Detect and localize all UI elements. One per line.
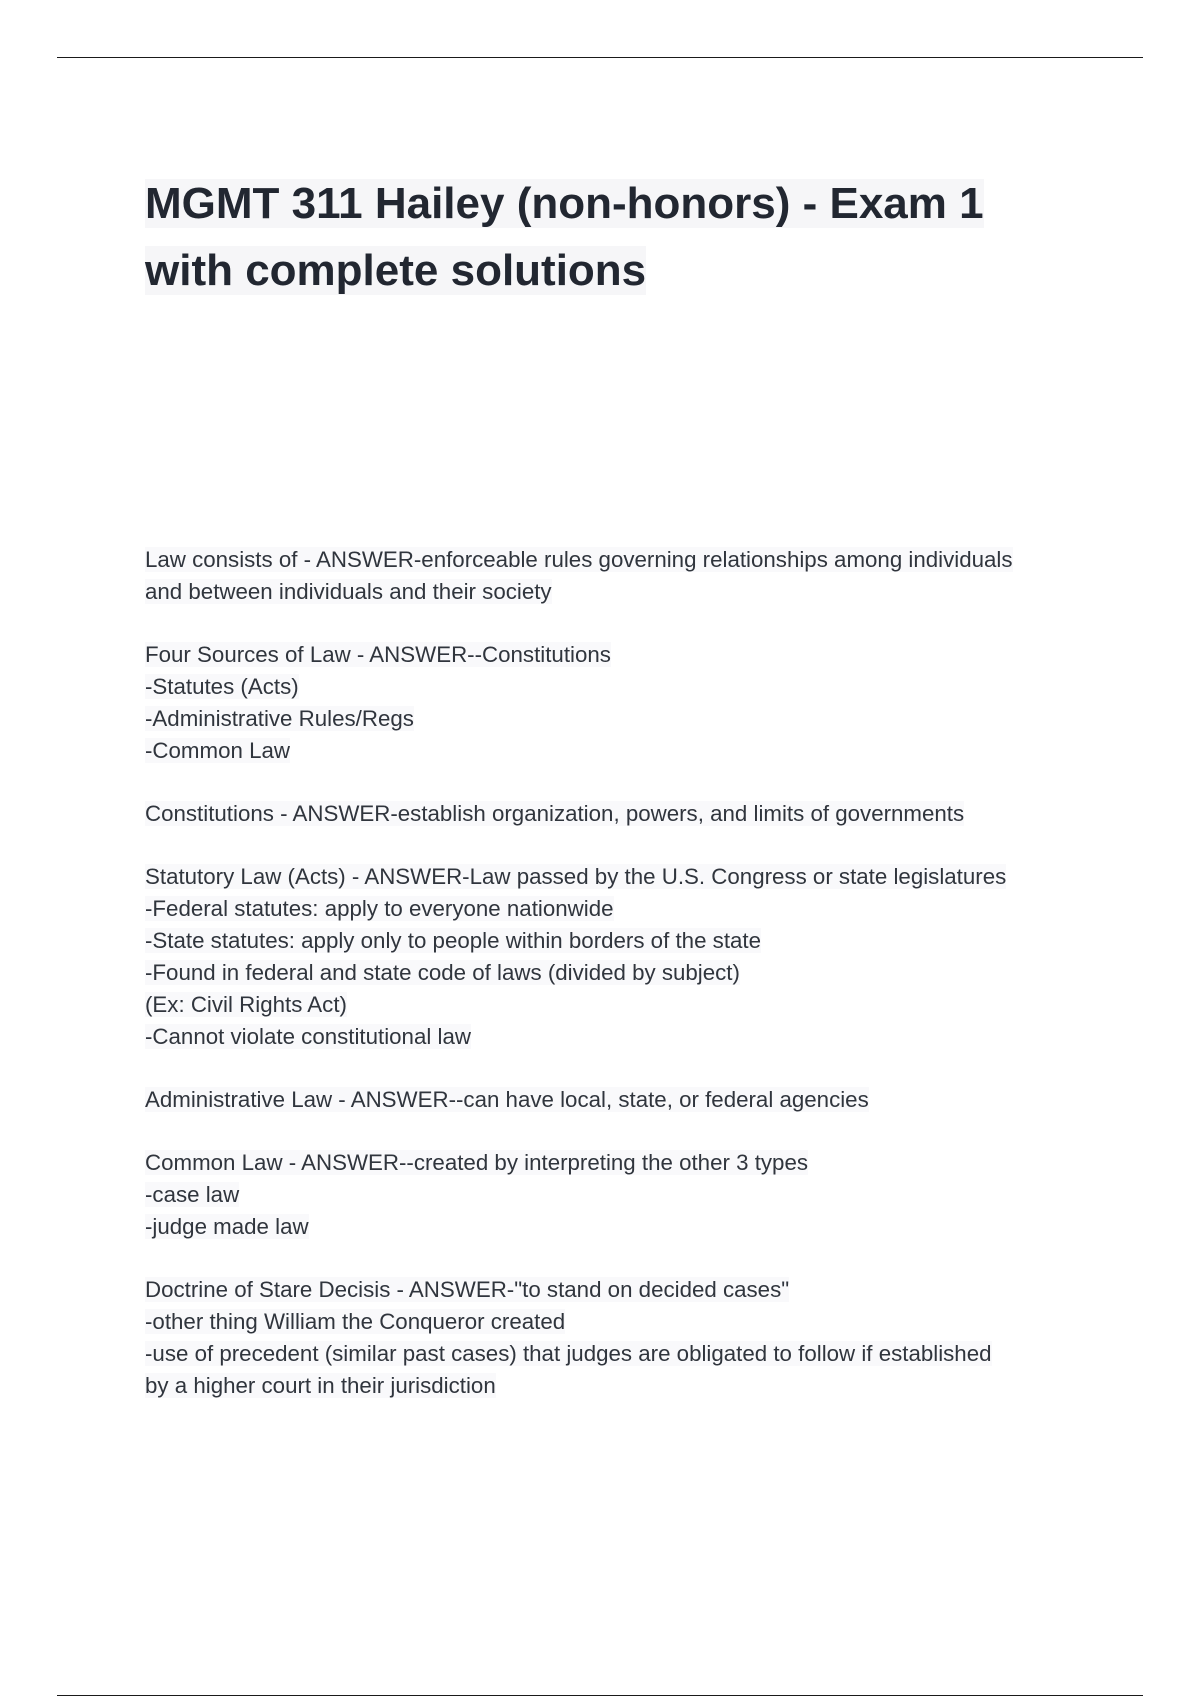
qa-line: -use of precedent (similar past cases) that judges are obligated to follow if established (145, 1341, 992, 1366)
document-title (145, 170, 1085, 304)
qa-entry-statutory-law (145, 861, 1105, 1053)
header-rule (57, 57, 1143, 58)
qa-line: -Statutes (Acts) (145, 674, 299, 699)
qa-entry-administrative-law (145, 1084, 1105, 1116)
qa-entry-common-law (145, 1147, 1105, 1243)
footer-rule (57, 1695, 1143, 1696)
qa-line: -Cannot violate constitutional law (145, 1024, 471, 1049)
qa-line: by a higher court in their jurisdiction (145, 1373, 496, 1398)
qa-entry-four-sources (145, 639, 1105, 767)
qa-line: Common Law - ANSWER--created by interpreting the other 3 types (145, 1150, 808, 1175)
title-line-2: with complete solutions (145, 246, 647, 295)
qa-line: -State statutes: apply only to people within borders of the state (145, 928, 762, 953)
qa-entry-stare-decisis (145, 1274, 1105, 1402)
qa-line: (Ex: Civil Rights Act) (145, 992, 347, 1017)
qa-line: -Found in federal and state code of laws (divided by subject) (145, 960, 740, 985)
qa-line: -other thing William the Conqueror created (145, 1309, 566, 1334)
qa-entry-constitutions (145, 798, 1105, 830)
qa-list (145, 544, 1105, 1433)
qa-line: -Common Law (145, 738, 290, 763)
qa-line: Constitutions - ANSWER-establish organization, powers, and limits of governments (145, 801, 965, 826)
qa-line: Doctrine of Stare Decisis - ANSWER-"to stand on decided cases" (145, 1277, 790, 1302)
qa-line: Administrative Law - ANSWER--can have local, state, or federal agencies (145, 1087, 869, 1112)
qa-line: and between individuals and their society (145, 579, 552, 604)
qa-line: -Administrative Rules/Regs (145, 706, 414, 731)
qa-line: Statutory Law (Acts) - ANSWER-Law passed by the U.S. Congress or state legislatures (145, 864, 1007, 889)
qa-entry-law-consists (145, 544, 1105, 608)
qa-line: Four Sources of Law - ANSWER--Constitutions (145, 642, 611, 667)
qa-line: -case law (145, 1182, 240, 1207)
qa-line: -judge made law (145, 1214, 309, 1239)
qa-line: -Federal statutes: apply to everyone nationwide (145, 896, 614, 921)
qa-line: Law consists of - ANSWER-enforceable rules governing relationships among individuals (145, 547, 1013, 572)
title-line-1: MGMT 311 Hailey (non-honors) - Exam 1 (145, 179, 984, 228)
